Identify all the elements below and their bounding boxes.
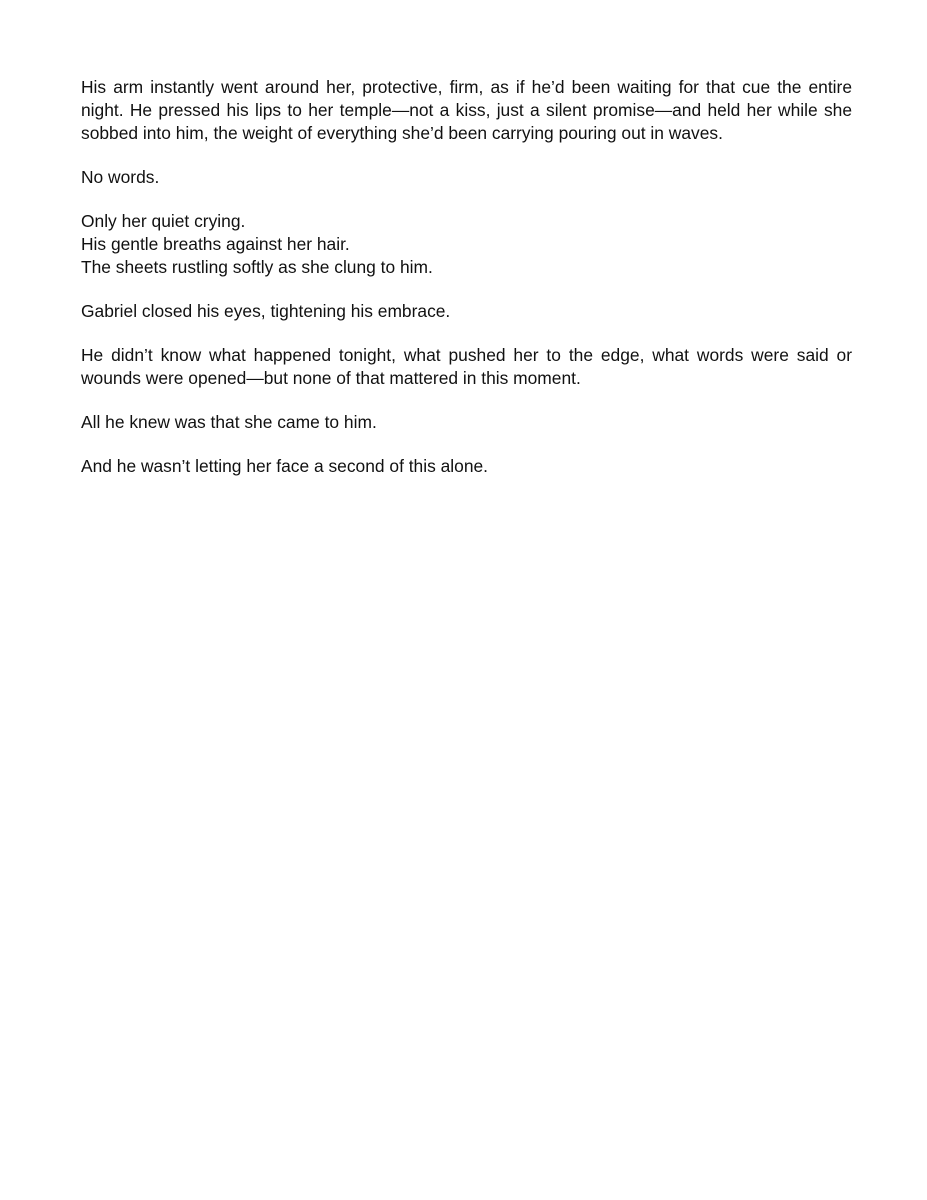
paragraph-gabriel: Gabriel closed his eyes, tightening his embrace.	[81, 301, 451, 321]
stanza-line-breaths: His gentle breaths against her hair.	[81, 234, 350, 254]
paragraph-embrace: His arm instantly went around her, protective, firm, as if he’d been waiting for that cue the entire night. He pressed his lips to her temple—not a kiss, just a silent promise—and held her while she sobbed into him, the weight of everything she’d been carrying pouring out in waves.	[81, 77, 852, 143]
document-body	[81, 76, 852, 499]
paragraph-no-words: No words.	[81, 167, 160, 187]
paragraph-all-he-knew: All he knew was that she came to him.	[81, 412, 377, 432]
stanza-line-crying: Only her quiet crying.	[81, 211, 246, 231]
paragraph-not-alone: And he wasn’t letting her face a second of this alone.	[81, 456, 489, 476]
stanza-line-sheets: The sheets rustling softly as she clung to him.	[81, 257, 433, 277]
stanza-sounds	[81, 210, 852, 279]
paragraph-didnt-know: He didn’t know what happened tonight, what pushed her to the edge, what words were said or wounds were opened—but none of that mattered in this moment.	[81, 345, 852, 388]
